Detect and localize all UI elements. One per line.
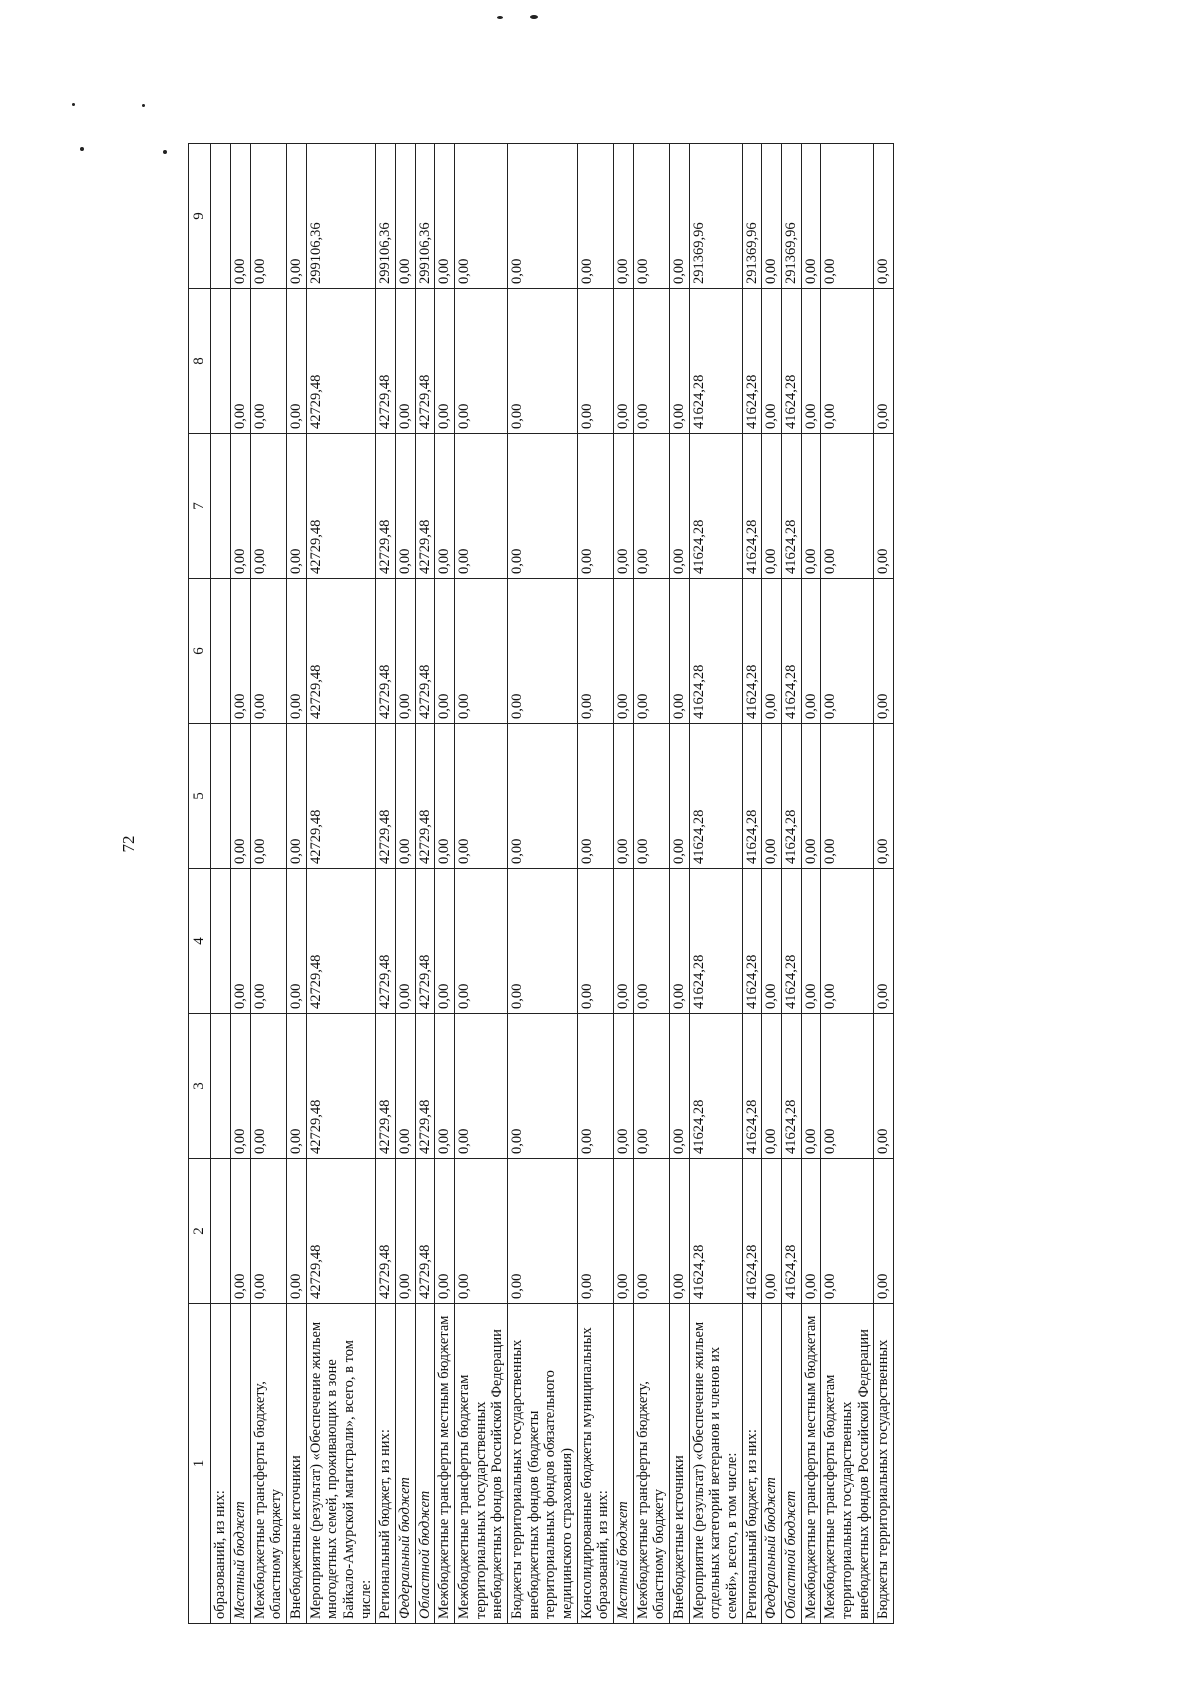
- table-row: [286, 144, 306, 1624]
- row-label: Федеральный бюджет: [762, 1304, 782, 1624]
- cell-value: 0,00: [577, 724, 613, 869]
- cell-value: 0,00: [762, 434, 782, 579]
- cell-value: 42729,48: [415, 434, 435, 579]
- table-row: [633, 144, 669, 1624]
- scan-speck: [142, 104, 145, 107]
- cell-value: 0,00: [821, 289, 874, 434]
- cell-value: 0,00: [762, 289, 782, 434]
- table-row: [435, 144, 455, 1624]
- cell-value: 0,00: [286, 579, 306, 724]
- table-row: [230, 144, 250, 1624]
- cell-value: 42729,48: [306, 579, 376, 724]
- cell-value: 41624,28: [742, 434, 762, 579]
- row-label: Межбюджетные трансферты бюджетам территориальных государственных внебюджетных фондов Российской Федерации: [454, 1304, 507, 1624]
- cell-value: 0,00: [454, 1159, 507, 1304]
- cell-value: 0,00: [762, 1014, 782, 1159]
- column-header: 8: [189, 289, 211, 434]
- cell-value: 0,00: [286, 1159, 306, 1304]
- scan-speck: [497, 16, 503, 19]
- cell-value: 0,00: [801, 724, 821, 869]
- cell-value: 0,00: [435, 289, 455, 434]
- cell-value: 0,00: [874, 579, 894, 724]
- cell-value: 0,00: [821, 869, 874, 1014]
- table-row: [821, 144, 874, 1624]
- cell-value: 0,00: [821, 144, 874, 289]
- cell-value: 0,00: [670, 579, 690, 724]
- cell-value: 42729,48: [376, 724, 396, 869]
- row-label: Местный бюджет: [614, 1304, 634, 1624]
- cell-value: 0,00: [801, 1159, 821, 1304]
- cell-value: 0,00: [874, 289, 894, 434]
- cell-value: 0,00: [670, 869, 690, 1014]
- cell-value: 0,00: [395, 579, 415, 724]
- cell-value: 0,00: [230, 724, 250, 869]
- cell-value: 41624,28: [689, 289, 742, 434]
- cell-value: 0,00: [230, 434, 250, 579]
- cell-value: 0,00: [801, 579, 821, 724]
- budget-table-container: [188, 144, 1200, 1624]
- cell-value: 0,00: [286, 724, 306, 869]
- cell-value: 42729,48: [415, 1014, 435, 1159]
- cell-value: 0,00: [395, 1159, 415, 1304]
- cell-value: 42729,48: [376, 289, 396, 434]
- cell-value: 0,00: [508, 1014, 578, 1159]
- cell-value: 0,00: [230, 1159, 250, 1304]
- cell-value: 0,00: [454, 144, 507, 289]
- row-label: Местный бюджет: [230, 1304, 250, 1624]
- cell-value: 0,00: [577, 289, 613, 434]
- cell-value: 41624,28: [782, 289, 802, 434]
- cell-value: 0,00: [250, 579, 286, 724]
- cell-value: 0,00: [577, 579, 613, 724]
- cell-value: 0,00: [614, 144, 634, 289]
- cell-value: 0,00: [633, 289, 669, 434]
- cell-value: 0,00: [395, 1014, 415, 1159]
- scan-speck: [163, 150, 167, 154]
- cell-value: 0,00: [250, 724, 286, 869]
- cell-value: 0,00: [250, 1014, 286, 1159]
- row-label: Бюджеты территориальных государственных: [874, 1304, 894, 1624]
- cell-value: 0,00: [801, 434, 821, 579]
- table-row: [614, 144, 634, 1624]
- cell-value: 41624,28: [742, 1159, 762, 1304]
- cell-value: 0,00: [454, 434, 507, 579]
- table-header-row: [189, 144, 211, 1624]
- cell-value: [211, 869, 231, 1014]
- cell-value: 0,00: [395, 289, 415, 434]
- table-row: [742, 144, 762, 1624]
- cell-value: 0,00: [395, 869, 415, 1014]
- cell-value: 0,00: [633, 1159, 669, 1304]
- cell-value: [211, 1014, 231, 1159]
- row-label: Бюджеты территориальных государственных внебюджетных фондов (бюджеты территориальных фондов обязательного медицинского страхования): [508, 1304, 578, 1624]
- cell-value: 41624,28: [689, 1014, 742, 1159]
- cell-value: 0,00: [801, 289, 821, 434]
- cell-value: 0,00: [508, 869, 578, 1014]
- cell-value: 0,00: [614, 1159, 634, 1304]
- row-label: Межбюджетные трансферты местным бюджетам: [435, 1304, 455, 1624]
- cell-value: 0,00: [286, 289, 306, 434]
- cell-value: 0,00: [435, 1014, 455, 1159]
- row-label: Межбюджетные трансферты бюджету, областному бюджету: [633, 1304, 669, 1624]
- row-label: Мероприятие (результат) «Обеспечение жильем многодетных семей, проживающих в зоне Байкало-Амурской магистрали», всего, в том числе:: [306, 1304, 376, 1624]
- cell-value: 41624,28: [782, 579, 802, 724]
- cell-value: 291369,96: [782, 144, 802, 289]
- cell-value: 0,00: [762, 579, 782, 724]
- row-label: Внебюджетные источники: [670, 1304, 690, 1624]
- table-body: [211, 144, 894, 1624]
- table-row: [577, 144, 613, 1624]
- row-label: Региональный бюджет, из них:: [376, 1304, 396, 1624]
- cell-value: 0,00: [577, 434, 613, 579]
- cell-value: 0,00: [577, 1159, 613, 1304]
- row-label: Региональный бюджет, из них:: [742, 1304, 762, 1624]
- cell-value: 0,00: [762, 1159, 782, 1304]
- cell-value: 0,00: [230, 579, 250, 724]
- cell-value: 42729,48: [415, 289, 435, 434]
- column-header: 6: [189, 579, 211, 724]
- cell-value: 0,00: [250, 869, 286, 1014]
- cell-value: [211, 724, 231, 869]
- scan-speck: [80, 147, 84, 151]
- cell-value: 0,00: [633, 1014, 669, 1159]
- table-row: [762, 144, 782, 1624]
- table-row: [508, 144, 578, 1624]
- cell-value: 0,00: [874, 1014, 894, 1159]
- cell-value: [211, 1159, 231, 1304]
- cell-value: 299106,36: [306, 144, 376, 289]
- cell-value: 0,00: [454, 869, 507, 1014]
- cell-value: 0,00: [633, 869, 669, 1014]
- cell-value: 0,00: [821, 434, 874, 579]
- cell-value: 0,00: [874, 1159, 894, 1304]
- column-header: 5: [189, 724, 211, 869]
- column-header: 3: [189, 1014, 211, 1159]
- cell-value: 299106,36: [376, 144, 396, 289]
- row-label: Консолидированные бюджеты муниципальных образований, из них:: [577, 1304, 613, 1624]
- row-label: Областной бюджет: [415, 1304, 435, 1624]
- cell-value: 0,00: [250, 144, 286, 289]
- row-label: Федеральный бюджет: [395, 1304, 415, 1624]
- cell-value: 41624,28: [782, 1159, 802, 1304]
- cell-value: 0,00: [454, 1014, 507, 1159]
- cell-value: 291369,96: [742, 144, 762, 289]
- cell-value: 0,00: [874, 724, 894, 869]
- table-row: [211, 144, 231, 1624]
- cell-value: 0,00: [670, 144, 690, 289]
- cell-value: 0,00: [801, 1014, 821, 1159]
- column-header: 7: [189, 434, 211, 579]
- cell-value: 42729,48: [415, 1159, 435, 1304]
- cell-value: 0,00: [670, 289, 690, 434]
- cell-value: 0,00: [762, 724, 782, 869]
- cell-value: 0,00: [508, 289, 578, 434]
- cell-value: 41624,28: [742, 289, 762, 434]
- cell-value: 0,00: [614, 1014, 634, 1159]
- cell-value: 41624,28: [782, 869, 802, 1014]
- row-label: Областной бюджет: [782, 1304, 802, 1624]
- cell-value: 42729,48: [306, 289, 376, 434]
- table-row: [250, 144, 286, 1624]
- table-row: [376, 144, 396, 1624]
- cell-value: 42729,48: [306, 434, 376, 579]
- cell-value: 0,00: [395, 144, 415, 289]
- table-row: [801, 144, 821, 1624]
- budget-table: [188, 143, 894, 1624]
- column-header: 4: [189, 869, 211, 1014]
- cell-value: 0,00: [633, 579, 669, 724]
- cell-value: [211, 289, 231, 434]
- cell-value: 41624,28: [689, 869, 742, 1014]
- row-label: образований, из них:: [211, 1304, 231, 1624]
- cell-value: 0,00: [250, 1159, 286, 1304]
- cell-value: 0,00: [577, 869, 613, 1014]
- cell-value: 41624,28: [742, 579, 762, 724]
- cell-value: 0,00: [670, 434, 690, 579]
- cell-value: 0,00: [286, 144, 306, 289]
- table-row: [415, 144, 435, 1624]
- cell-value: 0,00: [286, 869, 306, 1014]
- cell-value: 42729,48: [376, 579, 396, 724]
- cell-value: 0,00: [614, 869, 634, 1014]
- cell-value: 0,00: [395, 724, 415, 869]
- cell-value: 42729,48: [376, 1014, 396, 1159]
- row-label: Межбюджетные трансферты бюджету, областному бюджету: [250, 1304, 286, 1624]
- cell-value: 0,00: [614, 579, 634, 724]
- cell-value: [211, 434, 231, 579]
- row-label: Межбюджетные трансферты бюджетам территориальных государственных внебюджетных фондов Российской Федерации: [821, 1304, 874, 1624]
- cell-value: 0,00: [670, 1014, 690, 1159]
- cell-value: 0,00: [670, 724, 690, 869]
- cell-value: 0,00: [454, 579, 507, 724]
- cell-value: 299106,36: [415, 144, 435, 289]
- cell-value: [211, 144, 231, 289]
- cell-value: 42729,48: [376, 434, 396, 579]
- table-row: [689, 144, 742, 1624]
- cell-value: 0,00: [762, 144, 782, 289]
- cell-value: 42729,48: [376, 869, 396, 1014]
- cell-value: 0,00: [821, 1159, 874, 1304]
- row-label: Внебюджетные источники: [286, 1304, 306, 1624]
- cell-value: 41624,28: [782, 724, 802, 869]
- cell-value: 0,00: [614, 724, 634, 869]
- cell-value: 0,00: [801, 144, 821, 289]
- cell-value: 0,00: [435, 869, 455, 1014]
- table-row: [306, 144, 376, 1624]
- column-header: 1: [189, 1304, 211, 1624]
- cell-value: 0,00: [874, 869, 894, 1014]
- cell-value: 0,00: [633, 144, 669, 289]
- cell-value: 0,00: [508, 724, 578, 869]
- cell-value: 41624,28: [742, 869, 762, 1014]
- cell-value: 0,00: [250, 434, 286, 579]
- cell-value: 41624,28: [689, 1159, 742, 1304]
- cell-value: 0,00: [614, 289, 634, 434]
- scan-speck: [72, 103, 75, 106]
- cell-value: 42729,48: [306, 1159, 376, 1304]
- cell-value: 42729,48: [376, 1159, 396, 1304]
- table-row: [454, 144, 507, 1624]
- cell-value: 0,00: [230, 144, 250, 289]
- cell-value: 0,00: [230, 289, 250, 434]
- cell-value: 0,00: [614, 434, 634, 579]
- cell-value: 42729,48: [415, 724, 435, 869]
- cell-value: 0,00: [577, 144, 613, 289]
- cell-value: 0,00: [286, 1014, 306, 1159]
- cell-value: 0,00: [670, 1159, 690, 1304]
- cell-value: 41624,28: [689, 724, 742, 869]
- scan-speck: [530, 15, 538, 19]
- cell-value: 0,00: [801, 869, 821, 1014]
- cell-value: 41624,28: [782, 1014, 802, 1159]
- table-row: [395, 144, 415, 1624]
- cell-value: 0,00: [874, 144, 894, 289]
- cell-value: 0,00: [821, 579, 874, 724]
- table-row: [874, 144, 894, 1624]
- cell-value: 0,00: [435, 724, 455, 869]
- cell-value: 0,00: [821, 724, 874, 869]
- cell-value: 0,00: [508, 579, 578, 724]
- cell-value: 0,00: [874, 434, 894, 579]
- cell-value: 0,00: [633, 434, 669, 579]
- cell-value: 0,00: [577, 1014, 613, 1159]
- cell-value: 0,00: [435, 579, 455, 724]
- cell-value: 42729,48: [306, 869, 376, 1014]
- cell-value: 41624,28: [689, 579, 742, 724]
- cell-value: 0,00: [230, 1014, 250, 1159]
- cell-value: 42729,48: [306, 1014, 376, 1159]
- cell-value: 0,00: [821, 1014, 874, 1159]
- cell-value: 42729,48: [415, 579, 435, 724]
- cell-value: 0,00: [250, 289, 286, 434]
- cell-value: 0,00: [633, 724, 669, 869]
- cell-value: 41624,28: [782, 434, 802, 579]
- cell-value: 0,00: [286, 434, 306, 579]
- cell-value: 0,00: [454, 724, 507, 869]
- cell-value: 0,00: [508, 1159, 578, 1304]
- cell-value: 0,00: [435, 1159, 455, 1304]
- cell-value: 0,00: [762, 869, 782, 1014]
- column-header: 2: [189, 1159, 211, 1304]
- cell-value: 0,00: [395, 434, 415, 579]
- column-header: 9: [189, 144, 211, 289]
- cell-value: 42729,48: [415, 869, 435, 1014]
- cell-value: 0,00: [508, 144, 578, 289]
- cell-value: 41624,28: [689, 434, 742, 579]
- cell-value: 42729,48: [306, 724, 376, 869]
- cell-value: 0,00: [435, 144, 455, 289]
- cell-value: 0,00: [454, 289, 507, 434]
- cell-value: 0,00: [508, 434, 578, 579]
- cell-value: 291369,96: [689, 144, 742, 289]
- cell-value: 0,00: [230, 869, 250, 1014]
- cell-value: 0,00: [435, 434, 455, 579]
- cell-value: 41624,28: [742, 1014, 762, 1159]
- table-row: [782, 144, 802, 1624]
- row-label: Мероприятие (результат) «Обеспечение жильем отдельных категорий ветеранов и членов их семей», всего, в том числе:: [689, 1304, 742, 1624]
- table-row: [670, 144, 690, 1624]
- cell-value: 41624,28: [742, 724, 762, 869]
- page-number: 72: [119, 835, 138, 853]
- cell-value: [211, 579, 231, 724]
- row-label: Межбюджетные трансферты местным бюджетам: [801, 1304, 821, 1624]
